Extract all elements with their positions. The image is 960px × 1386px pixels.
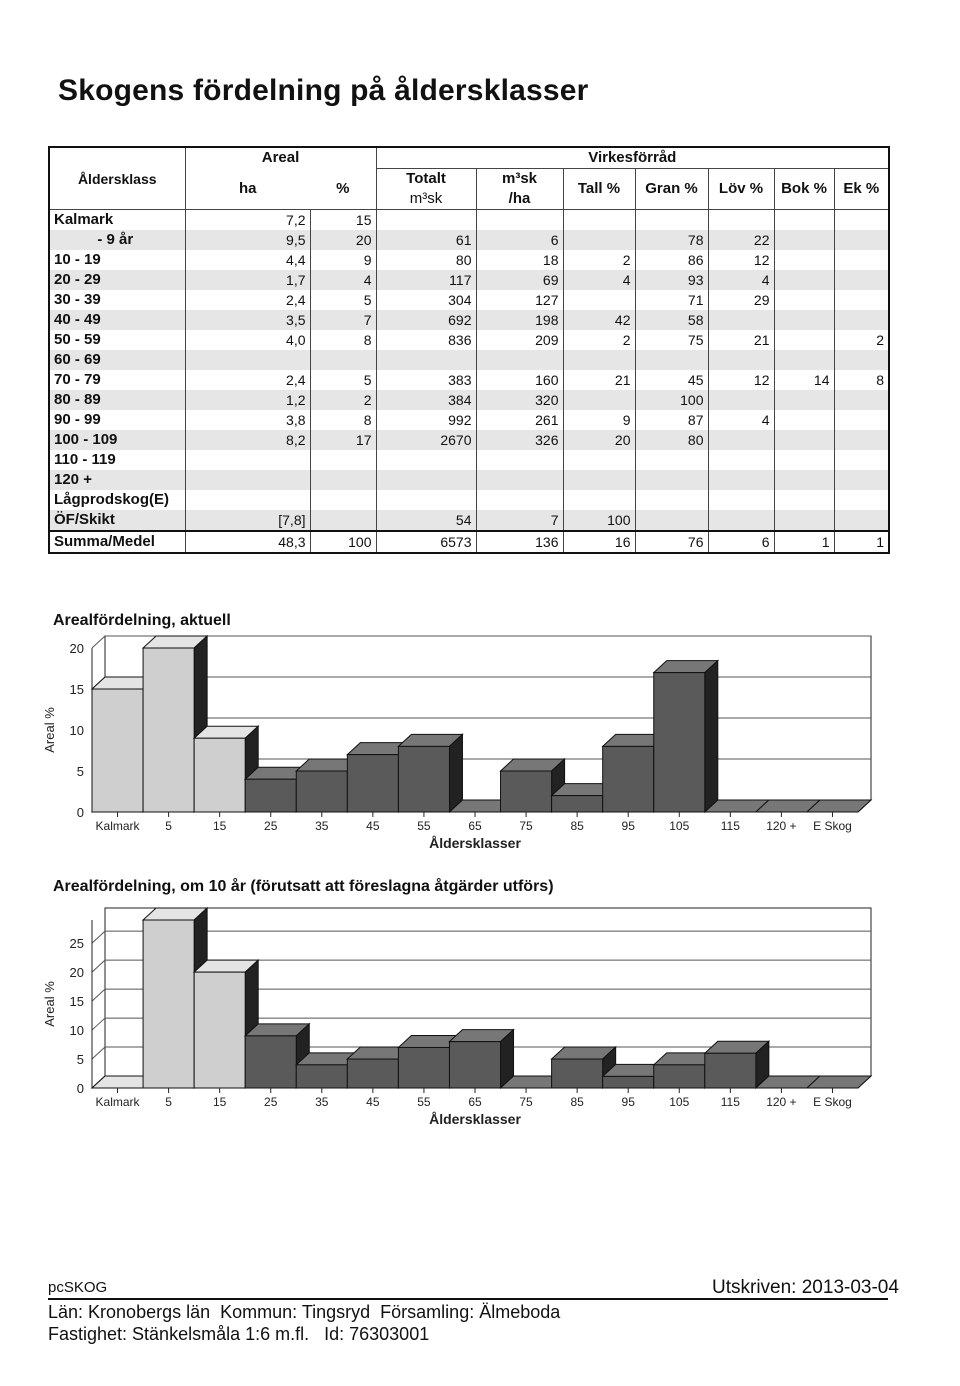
cell-tall: 4 xyxy=(563,270,635,290)
cell-msk-ha xyxy=(476,350,563,370)
total-totalt: 6573 xyxy=(376,531,476,553)
row-label: Kalmark xyxy=(49,210,185,231)
x-tick-label: 85 xyxy=(570,1095,584,1109)
total-gran: 76 xyxy=(635,531,708,553)
x-tick-label: 25 xyxy=(264,819,278,833)
cell-bok xyxy=(774,210,834,231)
cell-pct: 9 xyxy=(310,250,376,270)
cell-pct: 5 xyxy=(310,290,376,310)
x-tick-label: 120 + xyxy=(766,1095,797,1109)
x-tick-label: 55 xyxy=(417,819,431,833)
cell-gran: 86 xyxy=(635,250,708,270)
cell-pct: 20 xyxy=(310,230,376,250)
cell-bok xyxy=(774,290,834,310)
cell-bok: 14 xyxy=(774,370,834,390)
x-axis-label: Åldersklasser xyxy=(429,1111,521,1127)
cell-msk-ha: 69 xyxy=(476,270,563,290)
cell-msk-ha: 261 xyxy=(476,410,563,430)
cell-totalt xyxy=(376,450,476,470)
bar xyxy=(705,1041,769,1088)
cell-bok xyxy=(774,490,834,510)
x-tick-label: 15 xyxy=(212,819,227,833)
gridline-diag xyxy=(92,1018,105,1030)
cell-gran xyxy=(635,470,708,490)
cell-ek xyxy=(834,210,889,231)
x-tick-label: 120 + xyxy=(766,819,797,833)
cell-ek xyxy=(834,510,889,531)
x-tick-label: 5 xyxy=(165,1095,172,1109)
chart-areal-10years xyxy=(0,900,960,1150)
footer-divider xyxy=(48,1298,888,1300)
x-tick-label: 105 xyxy=(669,819,690,833)
cell-msk-ha: 320 xyxy=(476,390,563,410)
cell-lov xyxy=(708,390,774,410)
cell-tall xyxy=(563,350,635,370)
total-label: Summa/Medel xyxy=(49,531,185,553)
cell-ha xyxy=(185,490,310,510)
cell-ek: 2 xyxy=(834,330,889,350)
cell-bok xyxy=(774,350,834,370)
col-totalt-line1: Totalt xyxy=(406,170,446,187)
cell-ha xyxy=(185,470,310,490)
bar-front xyxy=(296,1065,347,1088)
bar-front xyxy=(347,755,398,812)
row-label: ÖF/Skikt xyxy=(49,510,185,531)
row-label: 120 + xyxy=(49,470,185,490)
table-row xyxy=(49,410,889,430)
y-axis-label: Areal % xyxy=(42,707,57,753)
cell-ek xyxy=(834,270,889,290)
x-tick-label: 95 xyxy=(621,1095,635,1109)
cell-ek: 8 xyxy=(834,370,889,390)
cell-lov xyxy=(708,210,774,231)
cell-ha xyxy=(185,350,310,370)
table-total-row xyxy=(49,531,889,553)
cell-bok xyxy=(774,450,834,470)
cell-totalt: 54 xyxy=(376,510,476,531)
bar xyxy=(654,661,718,812)
row-label: 90 - 99 xyxy=(49,410,185,430)
cell-tall xyxy=(563,210,635,231)
x-tick-label: 35 xyxy=(315,819,329,833)
bar xyxy=(449,1030,513,1088)
cell-tall xyxy=(563,470,635,490)
chart1-title: Arealfördelning, aktuell xyxy=(53,612,231,629)
header-ageclass: Åldersklass xyxy=(49,147,185,210)
cell-ek xyxy=(834,390,889,410)
cell-totalt xyxy=(376,470,476,490)
cell-totalt: 992 xyxy=(376,410,476,430)
table-row xyxy=(49,470,889,490)
cell-msk-ha: 18 xyxy=(476,250,563,270)
col-msk-ha xyxy=(476,169,563,210)
cell-bok xyxy=(774,330,834,350)
cell-msk-ha: 209 xyxy=(476,330,563,350)
col-gran: Gran % xyxy=(635,169,708,210)
cell-pct xyxy=(310,470,376,490)
cell-gran: 78 xyxy=(635,230,708,250)
cell-ha: 9,5 xyxy=(185,230,310,250)
cell-ek xyxy=(834,290,889,310)
cell-bok xyxy=(774,510,834,531)
cell-ek xyxy=(834,310,889,330)
printed-date: Utskriven: 2013-03-04 xyxy=(712,1277,899,1298)
cell-ha: 2,4 xyxy=(185,370,310,390)
cell-ha: 3,5 xyxy=(185,310,310,330)
cell-pct xyxy=(310,450,376,470)
cell-bok xyxy=(774,390,834,410)
total-bok: 1 xyxy=(774,531,834,553)
x-tick-label: 45 xyxy=(366,819,380,833)
total-ha: 48,3 xyxy=(185,531,310,553)
total-ek: 1 xyxy=(834,531,889,553)
cell-gran xyxy=(635,490,708,510)
total-lov: 6 xyxy=(708,531,774,553)
cell-totalt: 383 xyxy=(376,370,476,390)
cell-tall xyxy=(563,490,635,510)
col-ha: ha xyxy=(185,169,310,210)
cell-bok xyxy=(774,250,834,270)
row-label: 110 - 119 xyxy=(49,450,185,470)
col-lov: Löv % xyxy=(708,169,774,210)
cell-lov xyxy=(708,430,774,450)
cell-bok xyxy=(774,230,834,250)
total-tall: 16 xyxy=(563,531,635,553)
cell-totalt: 117 xyxy=(376,270,476,290)
cell-ha: 3,8 xyxy=(185,410,310,430)
cell-ha: 7,2 xyxy=(185,210,310,231)
cell-msk-ha: 160 xyxy=(476,370,563,390)
y-tick-label: 25 xyxy=(69,936,84,952)
cell-gran: 45 xyxy=(635,370,708,390)
cell-ek xyxy=(834,250,889,270)
table-row xyxy=(49,310,889,330)
col-tall: Tall % xyxy=(563,169,635,210)
cell-gran xyxy=(635,510,708,531)
x-tick-label: 15 xyxy=(212,1095,227,1109)
bar-front xyxy=(143,648,194,812)
cell-totalt: 61 xyxy=(376,230,476,250)
table-row xyxy=(49,250,889,270)
cell-msk-ha: 127 xyxy=(476,290,563,310)
row-label: 20 - 29 xyxy=(49,270,185,290)
cell-ha: [7,8] xyxy=(185,510,310,531)
cell-ha: 8,2 xyxy=(185,430,310,450)
bar-front xyxy=(245,779,296,812)
x-tick-label: 95 xyxy=(621,819,635,833)
x-tick-label: 25 xyxy=(264,1095,278,1109)
cell-tall: 9 xyxy=(563,410,635,430)
x-tick-label: 75 xyxy=(519,1095,533,1109)
cell-ha: 4,4 xyxy=(185,250,310,270)
cell-pct: 4 xyxy=(310,270,376,290)
cell-gran xyxy=(635,350,708,370)
cell-lov xyxy=(708,350,774,370)
cell-totalt: 80 xyxy=(376,250,476,270)
chart-areal-current xyxy=(0,630,960,890)
cell-lov: 21 xyxy=(708,330,774,350)
bar-front xyxy=(603,746,654,812)
bar xyxy=(398,734,462,812)
row-label: 50 - 59 xyxy=(49,330,185,350)
cell-tall xyxy=(563,450,635,470)
cell-msk-ha: 6 xyxy=(476,230,563,250)
gridline-diag xyxy=(92,989,105,1001)
bar-front xyxy=(654,1065,705,1088)
bar-front xyxy=(245,1036,296,1088)
row-label: 40 - 49 xyxy=(49,310,185,330)
cell-bok xyxy=(774,310,834,330)
bar-front xyxy=(603,1076,654,1088)
row-label: Lågprodskog(E) xyxy=(49,490,185,510)
y-tick-label: 5 xyxy=(76,1052,84,1068)
cell-gran: 100 xyxy=(635,390,708,410)
cell-pct: 15 xyxy=(310,210,376,231)
table-row xyxy=(49,230,889,250)
cell-lov: 4 xyxy=(708,270,774,290)
x-tick-label: 65 xyxy=(468,1095,482,1109)
cell-tall: 20 xyxy=(563,430,635,450)
x-tick-label: 35 xyxy=(315,1095,329,1109)
cell-ha: 1,7 xyxy=(185,270,310,290)
cell-tall: 100 xyxy=(563,510,635,531)
col-totalt xyxy=(376,169,476,210)
page-title: Skogens fördelning på åldersklasser xyxy=(58,74,589,107)
y-tick-label: 15 xyxy=(69,994,84,1010)
y-tick-label: 15 xyxy=(69,682,84,697)
table-row xyxy=(49,350,889,370)
cell-bok xyxy=(774,410,834,430)
cell-totalt xyxy=(376,350,476,370)
table-row xyxy=(49,510,889,531)
bar-front xyxy=(398,746,449,812)
footer-property: Fastighet: Stänkelsmåla 1:6 m.fl. Id: 76303001 xyxy=(48,1324,430,1344)
y-tick-label: 20 xyxy=(69,965,84,981)
cell-gran: 93 xyxy=(635,270,708,290)
x-tick-label: 115 xyxy=(720,1095,740,1109)
bar-front xyxy=(705,1053,756,1088)
col-totalt-line2: m³sk xyxy=(409,190,443,207)
age-class-table xyxy=(48,146,888,554)
header-areal: Areal xyxy=(185,147,376,169)
x-tick-label: 105 xyxy=(669,1095,690,1109)
bar-front xyxy=(449,1042,500,1088)
cell-lov xyxy=(708,510,774,531)
cell-gran: 75 xyxy=(635,330,708,350)
y-tick-label: 5 xyxy=(76,764,84,779)
cell-lov: 4 xyxy=(708,410,774,430)
x-axis-label: Åldersklasser xyxy=(429,835,521,851)
y-axis-label: Areal % xyxy=(42,981,57,1027)
y-tick-label: 10 xyxy=(69,1023,84,1039)
bar-front xyxy=(143,920,194,1088)
cell-tall: 42 xyxy=(563,310,635,330)
x-tick-label: 55 xyxy=(417,1095,431,1109)
gridline-diag xyxy=(92,636,105,648)
cell-ek xyxy=(834,470,889,490)
bar-front xyxy=(194,738,245,812)
x-tick-label: 115 xyxy=(720,819,740,833)
bar-side xyxy=(705,661,718,812)
table-row xyxy=(49,390,889,410)
col-ek: Ek % xyxy=(834,169,889,210)
chart2-title: Arealfördelning, om 10 år (förutsatt att föreslagna åtgärder utförs) xyxy=(53,878,554,895)
col-msk-line2: /ha xyxy=(508,190,531,207)
cell-msk-ha xyxy=(476,490,563,510)
cell-bok xyxy=(774,430,834,450)
cell-bok xyxy=(774,270,834,290)
footer-location: Län: Kronobergs län Kommun: Tingsryd Församling: Älmeboda xyxy=(48,1302,561,1322)
cell-ha: 4,0 xyxy=(185,330,310,350)
cell-msk-ha: 326 xyxy=(476,430,563,450)
bar-front xyxy=(194,972,245,1088)
cell-msk-ha: 7 xyxy=(476,510,563,531)
cell-pct xyxy=(310,350,376,370)
gridline-diag xyxy=(92,960,105,972)
software-name: pcSKOG xyxy=(48,1279,108,1296)
cell-tall: 21 xyxy=(563,370,635,390)
y-tick-label: 0 xyxy=(76,1081,84,1096)
y-tick-label: 0 xyxy=(76,805,84,820)
x-tick-label: 65 xyxy=(468,819,482,833)
cell-gran: 87 xyxy=(635,410,708,430)
row-label: 60 - 69 xyxy=(49,350,185,370)
cell-msk-ha xyxy=(476,470,563,490)
cell-pct xyxy=(310,490,376,510)
x-tick-label: E Skog xyxy=(813,1095,852,1109)
cell-lov: 29 xyxy=(708,290,774,310)
cell-ha: 2,4 xyxy=(185,290,310,310)
cell-ek xyxy=(834,410,889,430)
cell-pct: 7 xyxy=(310,310,376,330)
table-row xyxy=(49,490,889,510)
cell-totalt: 836 xyxy=(376,330,476,350)
table-row xyxy=(49,210,889,231)
bar-front xyxy=(296,771,347,812)
cell-pct: 8 xyxy=(310,330,376,350)
cell-lov: 22 xyxy=(708,230,774,250)
cell-tall xyxy=(563,290,635,310)
table-row xyxy=(49,450,889,470)
row-label: - 9 år xyxy=(49,230,185,250)
x-tick-label: Kalmark xyxy=(95,819,140,833)
table-row xyxy=(49,330,889,350)
cell-lov: 12 xyxy=(708,370,774,390)
y-tick-label: 20 xyxy=(69,641,84,656)
cell-ek xyxy=(834,490,889,510)
cell-pct xyxy=(310,510,376,531)
cell-gran xyxy=(635,450,708,470)
table-row xyxy=(49,290,889,310)
cell-lov xyxy=(708,310,774,330)
cell-gran: 71 xyxy=(635,290,708,310)
cell-ek xyxy=(834,430,889,450)
cell-pct: 17 xyxy=(310,430,376,450)
y-tick-label: 10 xyxy=(69,723,84,738)
cell-pct: 8 xyxy=(310,410,376,430)
cell-ha xyxy=(185,450,310,470)
x-tick-label: 45 xyxy=(366,1095,380,1109)
col-msk-line1: m³sk xyxy=(501,170,538,187)
x-tick-label: 85 xyxy=(570,819,584,833)
cell-tall: 2 xyxy=(563,250,635,270)
cell-bok xyxy=(774,470,834,490)
bar-front xyxy=(92,689,143,812)
cell-lov: 12 xyxy=(708,250,774,270)
bar-front xyxy=(398,1047,449,1088)
cell-ha: 1,2 xyxy=(185,390,310,410)
table-row xyxy=(49,270,889,290)
row-label: 80 - 89 xyxy=(49,390,185,410)
x-tick-label: 5 xyxy=(165,819,172,833)
col-bok: Bok % xyxy=(774,169,834,210)
bar-front xyxy=(552,796,603,812)
cell-pct: 2 xyxy=(310,390,376,410)
row-label: 70 - 79 xyxy=(49,370,185,390)
cell-msk-ha xyxy=(476,210,563,231)
bar-front xyxy=(552,1059,603,1088)
bar-front xyxy=(654,673,705,812)
x-tick-label: E Skog xyxy=(813,819,852,833)
cell-gran xyxy=(635,210,708,231)
cell-ek xyxy=(834,450,889,470)
cell-totalt: 692 xyxy=(376,310,476,330)
cell-msk-ha: 198 xyxy=(476,310,563,330)
cell-lov xyxy=(708,490,774,510)
table-row xyxy=(49,430,889,450)
cell-tall xyxy=(563,230,635,250)
cell-totalt: 304 xyxy=(376,290,476,310)
cell-gran: 80 xyxy=(635,430,708,450)
cell-pct: 5 xyxy=(310,370,376,390)
header-virkesforrad: Virkesförråd xyxy=(588,149,677,166)
cell-totalt xyxy=(376,210,476,231)
cell-gran: 58 xyxy=(635,310,708,330)
cell-totalt xyxy=(376,490,476,510)
row-label: 10 - 19 xyxy=(49,250,185,270)
gridline-diag xyxy=(92,931,105,943)
cell-tall: 2 xyxy=(563,330,635,350)
total-pct: 100 xyxy=(310,531,376,553)
cell-tall xyxy=(563,390,635,410)
table-row xyxy=(49,370,889,390)
cell-msk-ha xyxy=(476,450,563,470)
bar-front xyxy=(501,771,552,812)
row-label: 30 - 39 xyxy=(49,290,185,310)
cell-ek xyxy=(834,350,889,370)
cell-totalt: 2670 xyxy=(376,430,476,450)
gridline-diag xyxy=(92,1047,105,1059)
cell-lov xyxy=(708,450,774,470)
total-msk-ha: 136 xyxy=(476,531,563,553)
cell-totalt: 384 xyxy=(376,390,476,410)
cell-lov xyxy=(708,470,774,490)
cell-ek xyxy=(834,230,889,250)
bar-front xyxy=(347,1059,398,1088)
row-label: 100 - 109 xyxy=(49,430,185,450)
x-tick-label: 75 xyxy=(519,819,533,833)
bar-side xyxy=(449,734,462,812)
col-pct: % xyxy=(310,169,376,210)
x-tick-label: Kalmark xyxy=(95,1095,140,1109)
